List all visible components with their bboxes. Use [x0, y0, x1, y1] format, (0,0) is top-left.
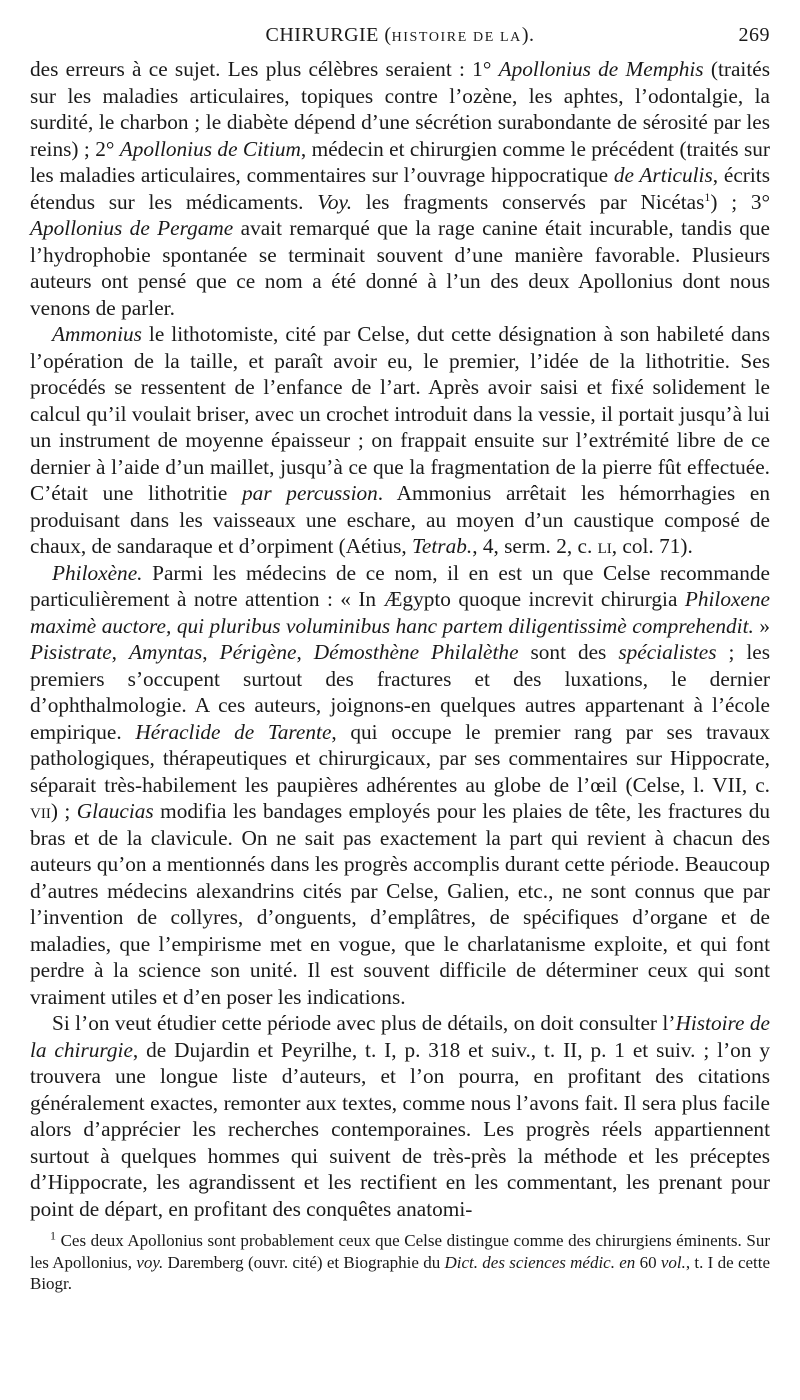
italic-text: Périgène — [219, 640, 297, 664]
text-run: , — [111, 640, 129, 664]
italic-text: voy. — [136, 1252, 164, 1272]
italic-text: par percussion — [242, 481, 378, 505]
text-run: ) ; 3° — [710, 189, 770, 214]
italic-text: Philoxène. — [52, 560, 143, 585]
text-run: , qui occupe le premier rang par ses travaux pathologiques, thérapeutiques et chirurgicaux, par ses commentaires sur Hippocrate, séparait très-habilement les paupières adhérentes au globe de l’œil (Celse, l. VII, c. — [30, 719, 770, 797]
italic-text: Apollonius de Pergame — [30, 216, 234, 240]
text-run: ) ; — [50, 799, 77, 823]
text-run: sont des — [518, 640, 619, 664]
text-run: , 4, serm. 2, c. — [472, 534, 598, 558]
footnote-marker: 1 — [50, 1228, 56, 1243]
text-run: avait remarqué que la rage canine était incurable, tandis que l’hydrophobie spontanée se terminait souvent d’une manière favorable. Plusieurs auteurs ont pensé que ce nom a été donné à l’un des deux Apollonius dont nous venons de parler. — [30, 216, 770, 320]
paragraph — [30, 560, 770, 1011]
text-run: , médecin et chirurgien comme le précédent (traités sur les maladies articulaires, commentaires sur l’ouvrage hippocratique — [30, 136, 770, 187]
italic-text: Amyntas — [128, 640, 203, 664]
text-run: 60 — [635, 1252, 661, 1272]
text-run: modifia les bandages employés pour les plaies de tête, les fractures du bras et de la clavicule. On ne sait pas exactement la part qui revient à chacun des auteurs qu’on a mentionnés dans les progrès accomplis durant cette période. Beaucoup d’autres médecins alexandrins cités par Celse, Galien, etc., ne sont connus que par l’invention de collyres, d’onguents, d’emplâtres, de spécifiques d’organe et de maladies, que l’empirisme met en vogue, que le charlatanisme exploite, et qui font perdre à la science son unité. Il est souvent difficile de déterminer ceux qui sont vraiment utiles et d’en poser les indications. — [30, 799, 770, 1009]
small-caps-text: li — [597, 534, 612, 558]
paragraph — [30, 56, 770, 321]
running-title-subtitle: HISTOIRE DE LA — [391, 30, 522, 45]
page-number: 269 — [738, 24, 770, 46]
italic-text: Histoire de la chirurgie — [30, 1011, 770, 1062]
running-title-main: CHIRURGIE ( — [265, 24, 392, 46]
italic-text: de Articulis — [613, 163, 713, 187]
text-run: , écrits étendus sur les médicaments. — [30, 163, 770, 214]
small-caps-text: vii — [30, 799, 51, 823]
running-head — [30, 20, 770, 56]
document-page — [30, 20, 770, 1295]
italic-text: Ammonius — [52, 322, 142, 346]
text-run: (traités sur les maladies articulaires, topiques contre l’ozène, les aphtes, l’odontalgie, la surdité, le charbon ; le diabète dépend d’une sécrétion surabondante de sérosité par les reins) ; 2° — [30, 57, 770, 161]
text-run: Si l’on veut étudier cette période avec plus de détails, on doit consulter l’ — [52, 1011, 676, 1035]
italic-text: Apollonius de Memphis — [498, 57, 704, 81]
paragraph — [30, 1010, 770, 1222]
text-run: Daremberg (ouvr. cité) et Biographie du — [163, 1252, 445, 1272]
text-run: , — [202, 640, 220, 664]
footnote — [30, 1230, 770, 1295]
footnote-marker: 1 — [704, 189, 711, 204]
italic-text: Voy. — [317, 189, 353, 214]
text-run: Parmi les médecins de ce nom, il en est un que Celse recommande particulièrement à notre attention : « In Ægypto quoque increvit chirurgia — [30, 560, 770, 611]
text-run: le lithotomiste, cité par Celse, dut cette désignation à son habileté dans l’opération de la taille, et paraît avoir eu, le premier, l’idée de la lithotritie. Ses procédés se ressentent de l’enfance de l’art. Après avoir saisi et fixé solidement le calcul qu’il voulait briser, avec un crochet introduit dans la vessie, il portait jusqu’à lui un instrument de moyenne épaisseur ; on frappait ensuite sur l’extrémité libre de ce dernier à l’aide d’un maillet, jusqu’à ce que la fragmentation de la pierre fût effectuée. C’était une lithotritie — [30, 322, 770, 505]
italic-text: Glaucias — [76, 799, 154, 823]
text-run: des erreurs à ce sujet. Les plus célèbres seraient : 1° — [30, 57, 499, 81]
text-run: , de Dujardin et Peyrilhe, t. I, p. 318 et suiv., t. II, p. 1 et suiv. ; l’on y trouvera une longue liste d’auteurs, et l’on pourra, en profitant des citations généralement exactes, remonter aux textes, comme nous l’avons fait. Il sera plus facile alors d’apprécier les recherches contemporaines. Les progrès réels appartiennent surtout à quelques hommes qui suivent de très-près la méthode et les préceptes d’Hippocrate, les agrandissent et les rectifient en les commentant, les prenant pour point de départ, en profitant des conquêtes anatomi- — [30, 1037, 770, 1221]
text-run: , — [296, 640, 314, 664]
text-run: Ces deux Apollonius sont probablement ceux que Celse distingue comme des chirurgiens éminents. Sur les Apollonius, — [30, 1231, 770, 1272]
italic-text: Pisistrate — [30, 640, 112, 664]
italic-text: Tetrab. — [412, 534, 473, 558]
italic-text: Héraclide de Tarente — [135, 719, 332, 744]
text-run: les fragments conservés par Nicétas — [352, 189, 705, 214]
text-run: , t. I de cette Biogr. — [30, 1252, 771, 1293]
italic-text: Apollonius de Citium — [119, 136, 301, 161]
italic-text: Dict. des sciences médic. en — [444, 1252, 636, 1272]
body-text — [30, 56, 770, 1222]
text-run: ; les premiers s’occupent surtout des fractures et des luxations, le dernier d’ophthalmologie. A ces auteurs, joignons-en quelques autres appartenant à l’école empirique. — [30, 640, 770, 744]
text-run: » — [753, 613, 770, 638]
running-title — [30, 24, 770, 47]
text-run: . Ammonius arrêtait les hémorrhagies en produisant dans les vaisseaux une eschare, au moyen d’un caustique composé de chaux, de sandaraque et d’orpiment (Aétius, — [30, 481, 770, 558]
paragraph — [30, 321, 770, 560]
italic-text: Démosthène Philalèthe — [313, 640, 519, 664]
italic-text: vol. — [660, 1252, 686, 1272]
text-run: , col. 71). — [611, 534, 693, 558]
running-title-end: ). — [521, 24, 535, 46]
italic-text: Philoxene maximè auctore, qui pluribus voluminibus hanc partem diligentissimè comprehendit. — [30, 587, 770, 638]
italic-text: spécialistes — [618, 640, 717, 664]
